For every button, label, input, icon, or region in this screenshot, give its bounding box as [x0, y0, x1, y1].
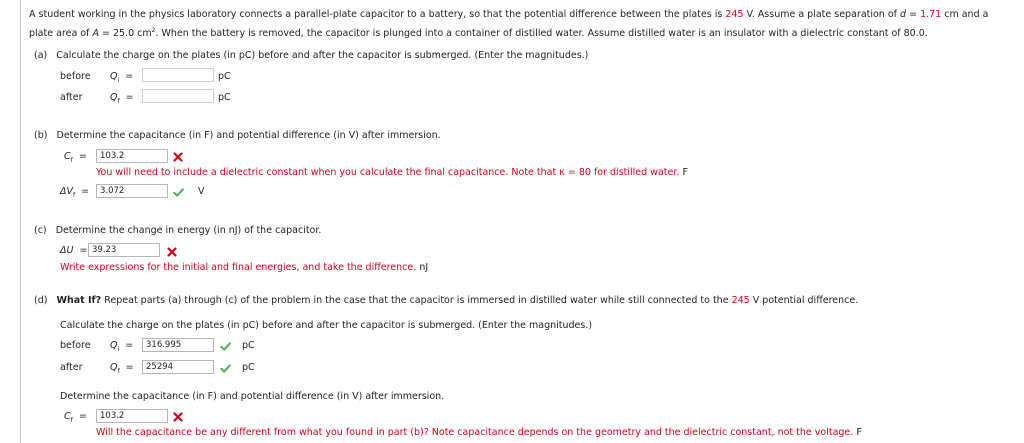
- part-d-question: [34, 295, 858, 307]
- dv-symbol: ΔV: [60, 186, 73, 197]
- dv-label: [60, 186, 89, 202]
- intro-line-1: [29, 9, 988, 21]
- cf-label: [64, 151, 87, 167]
- unit-label: pC: [242, 362, 255, 373]
- equals-sign: =: [125, 71, 134, 82]
- part-label: (d): [34, 295, 48, 306]
- x-icon: [173, 412, 183, 422]
- intro-line-2: [29, 25, 928, 40]
- charge-question: Calculate the charge on the plates (in pC) before and after the capacitor is submerged. (Enter the magnitudes.): [60, 320, 593, 331]
- before-label: before: [60, 340, 91, 351]
- equals-sign: =: [125, 340, 134, 351]
- subscript: f: [117, 97, 120, 105]
- cf-feedback: [96, 167, 688, 179]
- d-symbol: d: [900, 9, 907, 20]
- question-text: V potential difference.: [749, 295, 859, 306]
- unit-label: F: [856, 427, 862, 438]
- problem-frame: [20, 0, 1024, 443]
- part-label: (c): [34, 225, 47, 236]
- before-label: before: [60, 71, 91, 82]
- du-feedback: [60, 262, 428, 274]
- what-if-label: What If?: [56, 295, 102, 306]
- du-symbol: ΔU: [60, 245, 74, 256]
- question-text: Determine the change in energy (in nJ) of the capacitor.: [55, 225, 322, 236]
- intro-text: plate area of: [29, 28, 93, 40]
- q-symbol: Q: [110, 362, 118, 373]
- question-text: Calculate the charge on the plates (in pC) before and after the capacitor is submerged. (Enter the magnitudes.): [56, 50, 589, 61]
- dv-input[interactable]: [96, 184, 168, 198]
- subscript: f: [70, 416, 73, 424]
- subscript: f: [117, 367, 120, 375]
- question-text: Determine the capacitance (in F) and potential difference (in V) after immersion.: [56, 130, 441, 141]
- cf-label: [64, 411, 87, 427]
- unit-label: pC: [218, 92, 231, 103]
- qi-label: [110, 71, 133, 87]
- unit-label: F: [682, 167, 688, 178]
- check-icon: [173, 188, 184, 197]
- intro-text: cm and a: [941, 9, 989, 20]
- cf-input-d[interactable]: [96, 409, 168, 423]
- qf-input-d[interactable]: [142, 360, 214, 374]
- subscript: f: [73, 191, 76, 199]
- check-icon: [220, 342, 231, 351]
- subscript: i: [117, 345, 120, 353]
- part-c-question: [34, 225, 321, 237]
- capacitance-question: Determine the capacitance (in F) and potential difference (in V) after immersion.: [60, 391, 445, 402]
- unit-label: pC: [218, 71, 231, 82]
- qf-label: [110, 362, 134, 378]
- cf-input[interactable]: [96, 149, 168, 163]
- equals-sign: =: [906, 9, 921, 20]
- intro-text: A student working in the physics laboratory connects a parallel-plate capacitor to a battery, so that the potential difference between the plates is: [29, 9, 726, 20]
- separation-value: 1.71: [920, 9, 942, 20]
- area-exponent: 2: [151, 27, 156, 34]
- equals-sign: =: [125, 362, 134, 373]
- check-icon: [220, 364, 231, 373]
- c-symbol: C: [64, 151, 71, 162]
- cf-feedback-d: [96, 427, 862, 439]
- voltage-value: 245: [731, 295, 750, 306]
- equals-sign: =: [79, 245, 88, 256]
- a-symbol: A: [92, 28, 99, 40]
- unit-label: nJ: [419, 262, 429, 273]
- equals-sign: =: [125, 92, 134, 103]
- intro-text: . When the battery is removed, the capacitor is plunged into a container of distilled water. Assume distilled water is an insulator with a dielectric constant of 80.0.: [155, 28, 928, 40]
- unit-label: V: [198, 186, 205, 197]
- equals-sign: =: [81, 186, 90, 197]
- part-b-question: [34, 130, 441, 142]
- feedback-text: You will need to include a dielectric constant when you calculate the final capacitance. Note that κ = 80 for distilled water.: [96, 167, 680, 178]
- q-symbol: Q: [110, 340, 118, 351]
- qf-input[interactable]: [142, 89, 214, 103]
- intro-text: V. Assume a plate separation of: [743, 9, 901, 20]
- part-label: (a): [34, 50, 48, 61]
- equals-sign: =: [78, 411, 87, 422]
- du-label: [60, 245, 87, 257]
- c-symbol: C: [64, 411, 71, 422]
- part-label: (b): [34, 130, 48, 141]
- q-symbol: Q: [110, 92, 118, 103]
- du-input[interactable]: [88, 243, 160, 257]
- subscript: f: [70, 156, 73, 164]
- qf-label: [110, 92, 134, 108]
- after-label: after: [60, 362, 83, 373]
- q-symbol: Q: [110, 71, 118, 82]
- x-icon: [173, 152, 183, 162]
- question-text: Repeat parts (a) through (c) of the problem in the case that the capacitor is immersed in distilled water while still connected to the: [101, 295, 732, 306]
- unit-label: pC: [242, 340, 255, 351]
- qi-input-d[interactable]: [142, 338, 214, 352]
- feedback-text: Will the capacitance be any different from what you found in part (b)? Note capacitance depends on the geometry and the dielectric constant, not the voltage.: [96, 427, 854, 438]
- qi-input[interactable]: [142, 68, 214, 82]
- area-value: = 25.0 cm: [98, 28, 152, 40]
- subscript: i: [117, 76, 120, 84]
- part-a-question: [34, 50, 588, 62]
- equals-sign: =: [78, 151, 87, 162]
- feedback-text: Write expressions for the initial and final energies, and take the difference.: [60, 262, 417, 273]
- qi-label: [110, 340, 133, 356]
- after-label: after: [60, 92, 83, 103]
- x-icon: [167, 247, 177, 257]
- voltage-value: 245: [725, 9, 744, 20]
